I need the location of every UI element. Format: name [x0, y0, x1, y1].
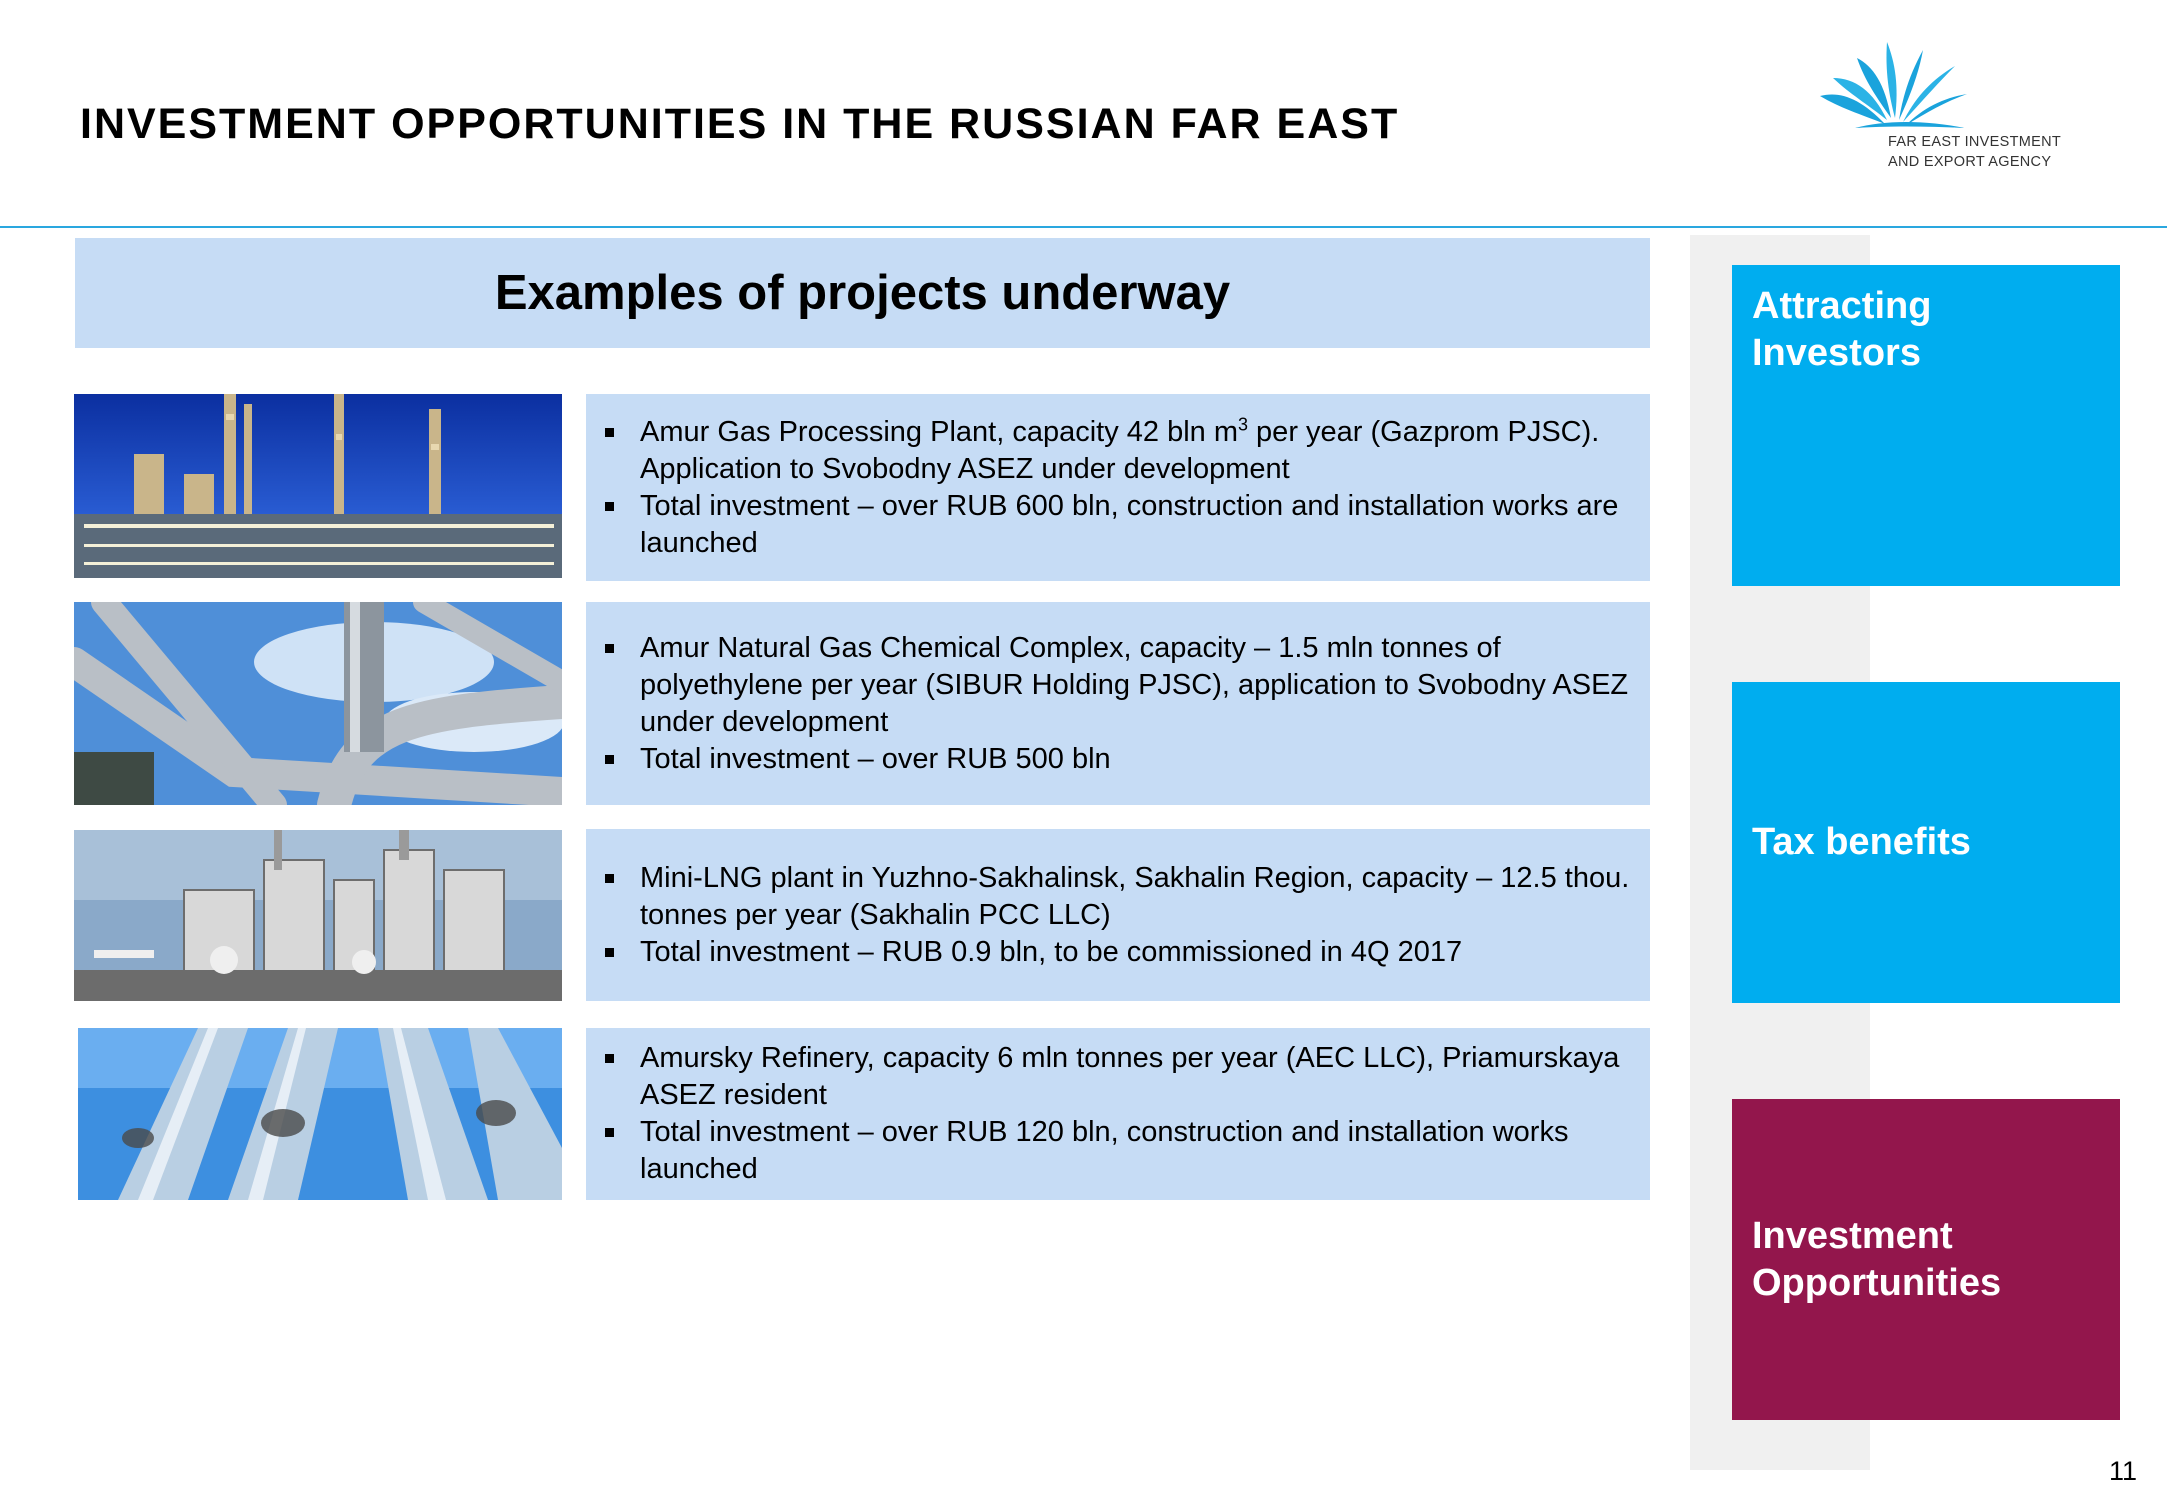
nav-tile-investment-opportunities[interactable] [1732, 1099, 2120, 1420]
nav-tile-tax-benefits[interactable] [1732, 682, 2120, 1003]
section-banner [75, 238, 1650, 348]
nav-tile-attracting-investors[interactable] [1732, 265, 2120, 586]
nav-tile-label: Tax benefits [1752, 821, 1971, 863]
project-bullet: Total investment – over RUB 500 bln [640, 741, 1630, 778]
project-image-gas-chemical [74, 602, 562, 805]
project-image-mini-lng [74, 830, 562, 1001]
logo-text-line1: FAR EAST INVESTMENT [1888, 134, 2062, 150]
project-card-refinery [586, 1028, 1650, 1200]
lotus-icon [1815, 36, 2015, 136]
page-number: 11 [2108, 1456, 2137, 1486]
project-bullet: Total investment – RUB 0.9 bln, to be commissioned in 4Q 2017 [640, 934, 1630, 971]
page-title: INVESTMENT OPPORTUNITIES IN THE RUSSIAN FAR EAST [80, 100, 1400, 148]
header-divider [0, 226, 2167, 228]
project-bullet: Amur Gas Processing Plant, capacity 42 bln $m^3$ per year (Gazprom PJSC). Application to Svobodny ASEZ under development [640, 414, 1630, 488]
logo-text-line2: AND EXPORT AGENCY [1888, 154, 2052, 170]
project-bullet: Amursky Refinery, capacity 6 mln tonnes per year (AEC LLC), Priamurskaya ASEZ resident [640, 1040, 1630, 1114]
agency-logo [1815, 36, 2075, 186]
project-card-mini-lng [586, 829, 1650, 1001]
project-card-gas-processing [586, 394, 1650, 581]
nav-tile-label: Attracting Investors [1752, 285, 1932, 374]
banner-title: Examples of projects underway [494, 266, 1231, 320]
project-bullet: Mini-LNG plant in Yuzhno-Sakhalinsk, Sakhalin Region, capacity – 12.5 thou. tonnes per year (Sakhalin PCC LLC) [640, 860, 1630, 934]
project-bullet: Total investment – over RUB 120 bln, construction and installation works launched [640, 1114, 1630, 1188]
project-bullet: Total investment – over RUB 600 bln, construction and installation works are launched [640, 488, 1630, 562]
nav-tile-label: Investment Opportunities [1752, 1214, 2002, 1304]
project-bullet: Amur Natural Gas Chemical Complex, capacity – 1.5 mln tonnes of polyethylene per year (SIBUR Holding PJSC), application to Svobodny ASEZ under development [640, 630, 1630, 741]
project-image-refinery [78, 1028, 562, 1200]
project-image-gas-processing [74, 394, 562, 578]
project-card-gas-chemical [586, 602, 1650, 805]
